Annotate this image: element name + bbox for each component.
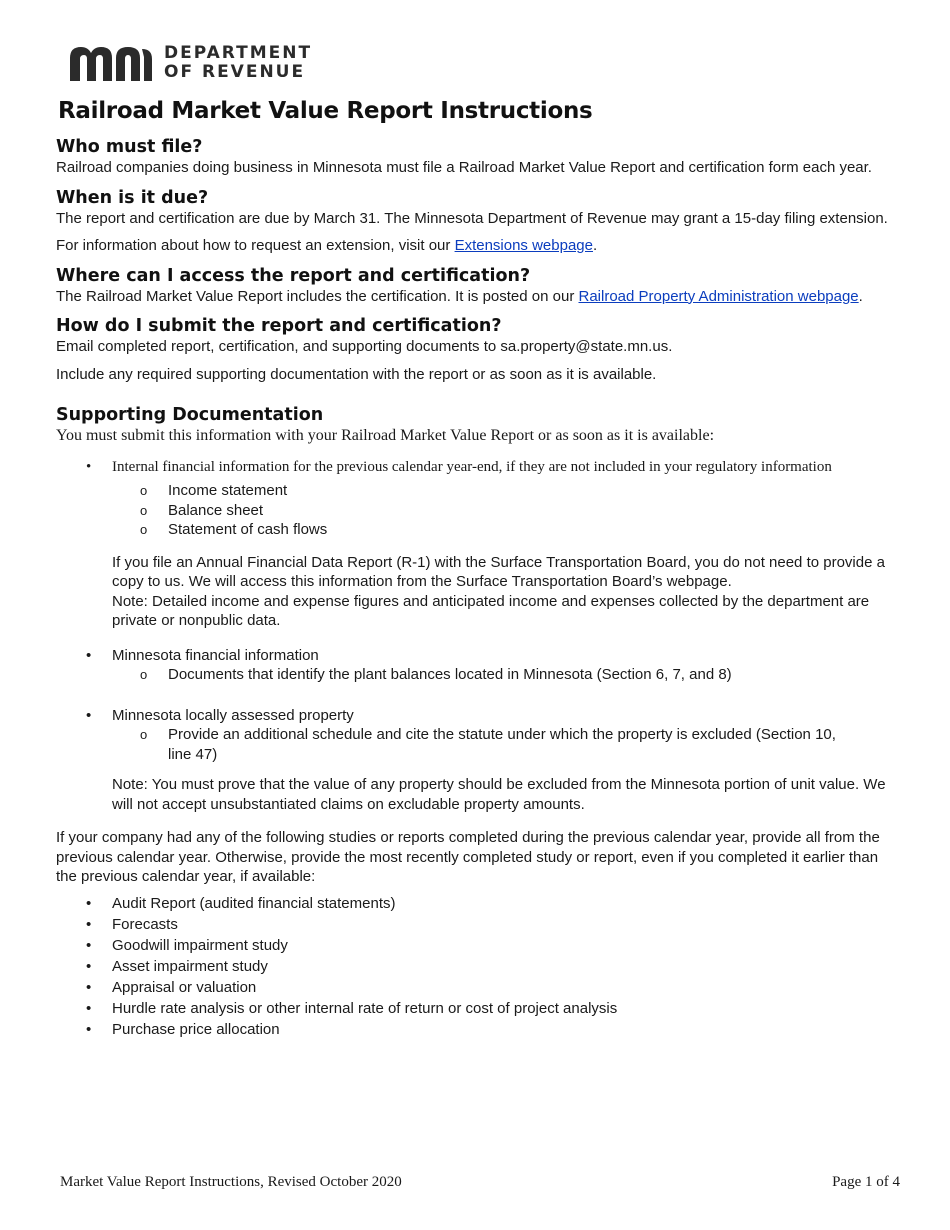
list-item: o Income statement <box>112 481 896 501</box>
extension-prefix: For information about how to request an extension, visit our <box>56 237 455 254</box>
list-item: o Documents that identify the plant balances located in Minnesota (Section 6, 7, and 8) <box>112 665 896 685</box>
note-label: Note: <box>112 776 148 793</box>
extensions-link[interactable]: Extensions webpage <box>454 237 593 254</box>
when-heading: When is it due? <box>56 187 209 208</box>
list-item: o Statement of cash flows <box>112 520 896 540</box>
logo-text <box>164 44 312 82</box>
extension-text <box>56 236 896 256</box>
section-who <box>56 136 896 178</box>
logo-line1: DEPARTMENT <box>164 43 313 63</box>
note-label: Note: <box>112 592 148 610</box>
list-item: • Asset impairment study <box>56 956 896 977</box>
document-body <box>56 98 896 1040</box>
section-when <box>56 187 896 256</box>
railroad-admin-link[interactable]: Railroad Property Administration webpage <box>578 287 859 305</box>
header-logo <box>70 44 312 82</box>
list-item: • Audit Report (audited financial statements) <box>56 893 896 914</box>
supporting-list <box>56 458 896 478</box>
note-1 <box>112 592 896 631</box>
list-item: • Goodwill impairment study <box>56 935 896 956</box>
r1-block <box>56 553 896 631</box>
r1-text: If you file an Annual Financial Data Report (R-1) with the Surface Transportation Board, you do not need to provide a copy to us. We will access this information from the Surface Transportation Board’s webpage. <box>112 553 885 590</box>
studies-list <box>56 893 896 1040</box>
locally-assessed-list <box>56 706 896 726</box>
section-studies <box>56 828 896 1040</box>
how-heading: How do I submit the report and certification? <box>56 316 502 336</box>
note-2-block <box>56 775 896 814</box>
section-supporting <box>56 404 896 814</box>
locally-assessed-sublist <box>112 725 896 764</box>
list-item: o Balance sheet <box>112 501 896 521</box>
when-text: The report and certification are due by March 31. The Minnesota Department of Revenue may grant a 15-day filing extension. <box>56 209 888 227</box>
where-prefix: The Railroad Market Value Report includes the certification. It is posted on our <box>56 287 579 305</box>
page-title: Railroad Market Value Report Instructions <box>58 98 593 124</box>
studies-text: If your company had any of the following studies or reports completed during the previous calendar year, provide all from the previous calendar year. Otherwise, provide the most recently completed study or report, even if you completed it earlier than the previous calendar year, if available: <box>56 829 880 885</box>
list-item: • Forecasts <box>56 914 896 935</box>
where-suffix: . <box>858 287 863 305</box>
list-item: • Minnesota financial information <box>56 646 896 666</box>
list-item: • Purchase price allocation <box>56 1019 896 1040</box>
who-heading: Who must file? <box>56 137 203 157</box>
note-2-text: You must prove that the value of any property should be excluded from the Minnesota portion of unit value. We will not accept unsubstantiated claims on excludable property amounts. <box>112 776 886 813</box>
list-item: • Appraisal or valuation <box>56 977 896 998</box>
how-text-1: Email completed report, certification, and supporting documents to sa.property@state.mn.us. <box>56 338 673 355</box>
where-heading: Where can I access the report and certification? <box>56 265 531 286</box>
list-item: • Hurdle rate analysis or other internal rate of return or cost of project analysis <box>56 998 896 1019</box>
supporting-heading: Supporting Documentation <box>56 405 324 425</box>
where-text <box>56 287 896 307</box>
note-2 <box>112 775 896 814</box>
page-number: Page 1 of 4 <box>832 1174 900 1190</box>
list-item: o Provide an additional schedule and cite the statute under which the property is excluded (Section 10, line 47) <box>112 725 856 764</box>
who-text: Railroad companies doing business in Minnesota must file a Railroad Market Value Report and certification form each year. <box>56 159 872 176</box>
list-item: • Minnesota locally assessed property <box>56 706 896 726</box>
page-footer <box>60 1174 900 1191</box>
minnesota-financial-sublist <box>112 665 896 685</box>
list-item: • Internal financial information for the previous calendar year-end, if they are not included in your regulatory information <box>56 458 896 478</box>
financial-sublist <box>112 481 896 540</box>
mn-logo-icon <box>70 45 154 81</box>
note-1-text: Detailed income and expense figures and anticipated income and expenses collected by the department are private or nonpublic data. <box>112 592 870 629</box>
extension-suffix: . <box>593 237 598 254</box>
logo-line2: OF REVENUE <box>164 62 306 82</box>
footer-revision: Market Value Report Instructions, Revised October 2020 <box>60 1174 402 1190</box>
how-text-2: Include any required supporting documentation with the report or as soon as it is available. <box>56 365 657 383</box>
section-how <box>56 315 896 384</box>
minnesota-financial-list <box>56 646 896 666</box>
section-where <box>56 265 896 307</box>
supporting-intro: You must submit this information with your Railroad Market Value Report or as soon as it is available: <box>56 427 715 444</box>
